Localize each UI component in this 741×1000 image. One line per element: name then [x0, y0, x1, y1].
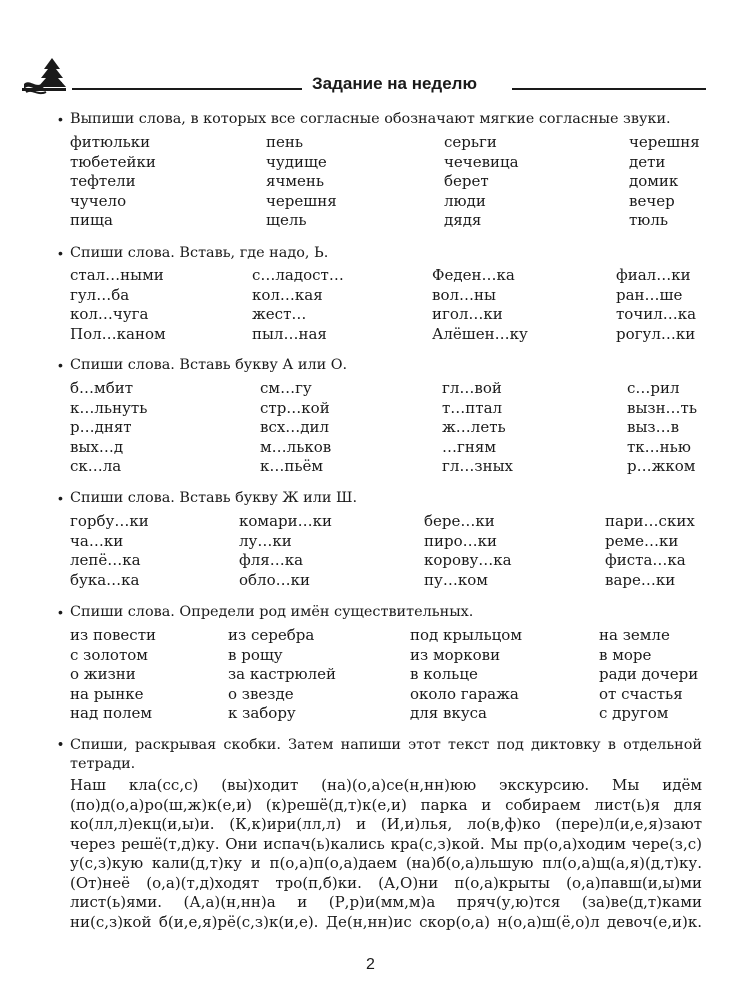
- word: ж…леть: [442, 418, 506, 437]
- page-number: 2: [366, 956, 375, 973]
- instruction-text: Спиши слова. Вставь букву Ж или Ш.: [70, 490, 358, 506]
- word: бере…ки: [424, 512, 495, 530]
- word: чучело: [70, 191, 127, 210]
- word: с другом: [599, 704, 669, 723]
- word: с…ладост…: [252, 266, 344, 284]
- word: выз…в: [627, 418, 680, 437]
- word-row: [70, 305, 702, 325]
- task-5-word-grid: [70, 626, 702, 724]
- word: из моркови: [410, 645, 501, 664]
- word: корову…ка: [424, 551, 512, 570]
- text-line: (по)д(о,а)ро(ш,ж)к(е,и) (к)решё(д,т)к(е,и) парка и собираем лист(ь)я для: [70, 795, 702, 814]
- instruction-line-2: тетради.: [70, 756, 136, 772]
- word: Феден…ка: [432, 266, 515, 284]
- word: реме…ки: [605, 531, 679, 550]
- bullet-icon: •: [58, 737, 64, 753]
- word: о жизни: [70, 665, 136, 684]
- bullet-icon: •: [58, 490, 63, 506]
- bullet-icon: •: [58, 604, 63, 620]
- instruction-text: Спиши слова. Вставь букву А или О.: [70, 357, 348, 373]
- word: на рынке: [70, 684, 144, 703]
- word-row: [70, 646, 702, 666]
- word: люди: [444, 191, 486, 210]
- task-5-instruction: [58, 604, 474, 620]
- word: черешня: [266, 191, 337, 210]
- word: чечевица: [444, 152, 519, 171]
- text-line: ни(с,з)кой б(и,е,я)рё(с,з)к(и,е). Де(н,нн)ис скор(о,а) н(о,а)ш(ё,о)л девоч(е,и)к.: [70, 912, 702, 931]
- word: лу…ки: [239, 531, 292, 550]
- word: пень: [266, 133, 304, 151]
- word-row: [70, 211, 702, 231]
- word-row: [70, 438, 702, 458]
- word: б…мбит: [70, 379, 134, 397]
- word: Алёшен…ку: [432, 324, 528, 343]
- word: за кастрюлей: [228, 665, 336, 684]
- word: горбу…ки: [70, 512, 149, 530]
- word: с золотом: [70, 645, 148, 664]
- word: всх…дил: [260, 418, 330, 437]
- word: точил…ка: [616, 305, 697, 324]
- header-rule-left: [72, 88, 302, 90]
- instruction-text: Выпиши слова, в которых все согласные обозначают мягкие согласные звуки.: [70, 111, 671, 127]
- word-row: [70, 379, 702, 399]
- word: вол…ны: [432, 285, 496, 304]
- instruction-line-1: Спиши, раскрывая скобки. Затем напиши этот текст под диктовку в отдельной: [70, 737, 702, 753]
- task-1-instruction: [58, 111, 671, 127]
- word: пыл…ная: [252, 324, 327, 343]
- word: вых…д: [70, 437, 124, 456]
- word: р…жком: [627, 457, 696, 476]
- word: к…пьём: [260, 457, 324, 476]
- task-4-instruction: [58, 490, 358, 506]
- word: берет: [444, 172, 489, 191]
- word-row: [70, 153, 702, 173]
- text-line: (От)неё (о,а)(т,д)ходят тро(п,б)ки. (А,О)ни п(о,а)крыты (о,а)павш(и,ы)ми: [70, 873, 702, 892]
- word: тюбетейки: [70, 152, 156, 171]
- task-3-word-grid: [70, 379, 702, 477]
- task-2-instruction: [58, 245, 329, 261]
- word: обло…ки: [239, 570, 310, 589]
- word-row: [70, 172, 702, 192]
- word: от счастья: [599, 684, 683, 703]
- word: серьги: [444, 133, 497, 151]
- word: пари…ских: [605, 512, 695, 530]
- word-row: [70, 665, 702, 685]
- task-4-word-grid: [70, 512, 702, 590]
- word-row: [70, 457, 702, 477]
- text-line: у(с,з)кую кали(д,т)ку и п(о,а)п(о,а)даем (на)б(о,а)льшую пл(о,а)щ(а,я)(д,т)ку.: [70, 854, 702, 872]
- word: фитюльки: [70, 133, 151, 151]
- word: домик: [629, 172, 679, 191]
- word: под крыльцом: [410, 626, 522, 644]
- word: над полем: [70, 704, 153, 723]
- word: в рощу: [228, 645, 283, 664]
- text-line: Наш кла(сс,с) (вы)ходит (на)(о,а)се(н,нн)юю экскурсию. Мы идём: [70, 776, 702, 794]
- word: в море: [599, 645, 652, 664]
- dictation-text: [70, 776, 702, 932]
- word: о звезде: [228, 684, 294, 703]
- text-line: ко(лл,л)екц(и,ы)и. (К,к)ири(лл,л) и (И,и)лья, ло(в,ф)ко (пере)л(и,е,я)зают: [70, 815, 702, 833]
- word: стал…ными: [70, 266, 164, 284]
- bullet-icon: •: [58, 245, 63, 261]
- fir-tree-logo-icon: [22, 56, 66, 96]
- word: тюль: [629, 211, 669, 230]
- word: дети: [629, 152, 666, 171]
- word: ячмень: [266, 172, 325, 191]
- word: пу…ком: [424, 570, 488, 589]
- word: фиал…ки: [616, 266, 691, 284]
- word: см…гу: [260, 379, 312, 397]
- word: щель: [266, 211, 307, 230]
- word-row: [70, 626, 702, 646]
- text-line: лист(ь)ями. (А,а)(н,нн)а и (Р,р)и(мм,м)а пряч(у,ю)тся (за)ве(д,т)ками: [70, 893, 702, 911]
- word-row: [70, 399, 702, 419]
- word-row: [70, 325, 702, 345]
- word: к забору: [228, 704, 296, 723]
- word: вечер: [629, 191, 675, 210]
- word: ран…ше: [616, 285, 683, 304]
- word: рогул…ки: [616, 324, 696, 343]
- word: игол…ки: [432, 305, 503, 324]
- word: в кольце: [410, 665, 478, 684]
- word-row: [70, 571, 702, 591]
- word: бука…ка: [70, 570, 140, 589]
- bullet-icon: •: [58, 111, 63, 127]
- word: черешня: [629, 133, 700, 151]
- task-6-instruction: [58, 736, 702, 774]
- word-row: [70, 512, 702, 532]
- word: жест…: [252, 305, 307, 324]
- word: из серебра: [228, 626, 315, 644]
- word-row: [70, 532, 702, 552]
- word-row: [70, 551, 702, 571]
- word: ск…ла: [70, 457, 122, 476]
- instruction-text: Спиши слова. Определи род имён существительных.: [70, 604, 474, 620]
- word: ча…ки: [70, 531, 124, 550]
- word: пища: [70, 211, 113, 230]
- word: около гаража: [410, 684, 519, 703]
- word-row: [70, 266, 702, 286]
- task-2-word-grid: [70, 266, 702, 344]
- word: гул…ба: [70, 285, 130, 304]
- word: …гням: [442, 437, 496, 456]
- word: из повести: [70, 626, 156, 644]
- page-title: Задание на неделю: [312, 74, 477, 93]
- word-row: [70, 133, 702, 153]
- word: к…льнуть: [70, 398, 148, 417]
- word: стр…кой: [260, 398, 330, 417]
- word: на земле: [599, 626, 670, 644]
- word: т…птал: [442, 398, 503, 417]
- word: ради дочери: [599, 665, 699, 684]
- word: фля…ка: [239, 551, 304, 570]
- word: лепё…ка: [70, 551, 141, 570]
- task-3-instruction: [58, 357, 348, 373]
- word-row: [70, 418, 702, 438]
- word: гл…вой: [442, 379, 502, 397]
- page-header: [22, 56, 706, 96]
- word: пиро…ки: [424, 531, 498, 550]
- word: варе…ки: [605, 570, 676, 589]
- word: гл…зных: [442, 457, 513, 476]
- word: дядя: [444, 211, 482, 230]
- word-row: [70, 192, 702, 212]
- word: с…рил: [627, 379, 680, 397]
- word: для вкуса: [410, 704, 487, 723]
- word: р…днят: [70, 418, 132, 437]
- word: вызн…ть: [627, 398, 698, 417]
- word: фиста…ка: [605, 551, 686, 570]
- bullet-icon: •: [58, 357, 63, 373]
- word: тк…нью: [627, 437, 691, 456]
- word-row: [70, 685, 702, 705]
- word: кол…чуга: [70, 305, 149, 324]
- word: м…льков: [260, 437, 332, 456]
- header-rule-right: [512, 88, 706, 90]
- instruction-text: Спиши слова. Вставь, где надо, Ь.: [70, 245, 329, 261]
- word-row: [70, 286, 702, 306]
- task-1-word-grid: [70, 133, 702, 231]
- word: комари…ки: [239, 512, 332, 530]
- text-line: через решё(т,д)ку. Они испач(ь)кались кра(с,з)кой. Мы пр(о,а)ходим чере(з,с): [70, 834, 702, 853]
- word: Пол…каном: [70, 324, 166, 343]
- word: кол…кая: [252, 285, 323, 304]
- word: тефтели: [70, 172, 136, 191]
- word-row: [70, 704, 702, 724]
- word: чудище: [266, 152, 327, 171]
